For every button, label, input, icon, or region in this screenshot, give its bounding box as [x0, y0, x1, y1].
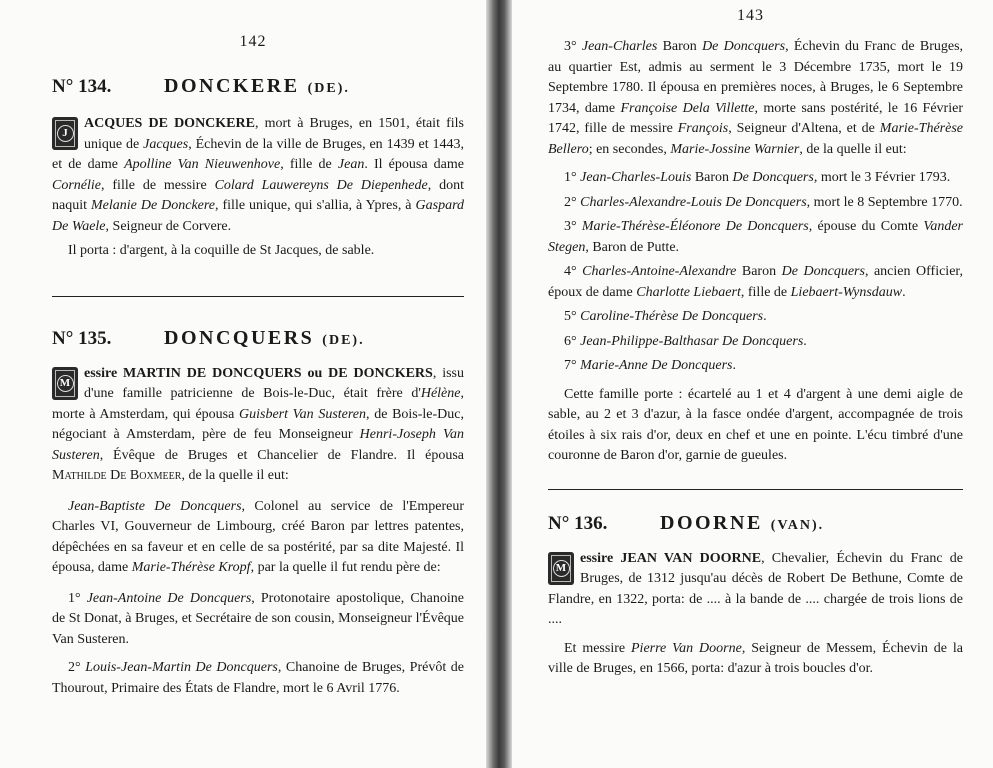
- entry-134-paragraph: J ACQUES DE DONCKERE, mort à Bruges, en 1501, était fils unique de Jacques, Échevin de la ville de Bruges, en 1439 et 1443, et de dame Apolline Van Nieuwenhove, fille de Jean. Il épousa dame Cornélie, fille de messire Colard Lauwereyns De Diepenhede, dont naquit Melanie De Donckere, fille unique, qui s'allia, à Ypres, à Gaspard De Waele, Seigneur de Corvere.: [52, 116, 465, 234]
- entry-number: N° 136.: [548, 512, 608, 534]
- entry-135-paragraph: M essire MARTIN DE DONCQUERS ou DE DONCKERS, issu d'une famille patricienne de Bois-le-Duc, était frère d'Hélène, morte à Amsterdam, qui épousa Guisbert Van Susteren, de Bois-le-Duc, négociant à Amsterdam, père de feu Monseigneur Henri-Joseph Van Susteren, Évêque de Bruges et Chancelier de Flandre. Il épousa Mathilde De Boxmeer, de la quelle il eut:: [52, 365, 465, 483]
- list-item: 3° Jean-Charles Baron De Doncquers, Échevin du Franc de Bruges, au quartier Est, admis au serment le 3 Décembre 1735, mort le 19 Septembre 1780. Il épousa en premières noces, à Bruges, le 6 Septembre 1734, dame Françoise Dela Villette, morte sans postérité, le 16 Février 1742, fille de messire François, Seigneur d'Altena, et de Marie-Thérèse Bellero; en secondes, Marie-Jossine Warnier, de la quelle il eut:: [548, 39, 964, 157]
- entry-heading-136: [548, 512, 963, 535]
- section-divider: [548, 489, 963, 490]
- entry-136-paragraph: M essire JEAN VAN DOORNE, Chevalier, Échevin du Franc de Bruges, de 1312 jusqu'au décès de Robert De Bethune, Comte de Flandre, en 1322, porta: de .... à la bande de .... chargée de trois lions de ....: [548, 550, 963, 627]
- list-item: 4° Charles-Antoine-Alexandre Baron De Doncquers, ancien Officier, époux de dame Charlotte Liebaert, fille de Liebaert-Wynsdauw.: [548, 264, 964, 300]
- entry-134-arms: Il porta : d'argent, à la coquille de St Jacques, de sable.: [68, 243, 375, 258]
- entry-name: DONCKERE: [164, 75, 300, 97]
- list-item: 7° Marie-Anne De Doncquers.: [564, 358, 737, 373]
- entry-name: DONCQUERS: [164, 326, 315, 349]
- right-page: [508, 0, 993, 768]
- list-item: 2° Louis-Jean-Martin De Doncquers, Chanoine de Bruges, Prévôt de Thourout, Primaire des États de Flandre, mort le 6 Avril 1776.: [52, 660, 465, 696]
- entry-suffix: (DE).: [322, 332, 365, 348]
- entry-suffix: (VAN).: [770, 517, 825, 533]
- list-item: 1° Jean-Charles-Louis Baron De Doncquers, mort le 3 Février 1793.: [564, 170, 951, 185]
- entry-name: DOORNE: [660, 511, 763, 534]
- list-item: 6° Jean-Philippe-Balthasar De Doncquers.: [564, 333, 807, 349]
- family-arms-paragraph: Cette famille porte : écartelé au 1 et 4 d'argent à une demi aigle de sable, au 2 et 3 d'azur, à la fasce ondée d'argent, accompagnée de trois étoiles à six rais d'or, deux en chef et une en pointe. L'écu timbré d'une couronne de Baron d'or, garnie de gueules.: [548, 386, 963, 463]
- entry-number: N° 135.: [52, 327, 112, 349]
- entry-heading-134: [52, 75, 464, 98]
- list-item: 2° Charles-Alexandre-Louis De Doncquers, mort le 8 Septembre 1770.: [564, 194, 963, 210]
- left-page: [0, 0, 490, 768]
- section-divider: [52, 296, 464, 297]
- list-item: 5° Caroline-Thérèse De Doncquers.: [564, 309, 767, 324]
- list-item: 3° Marie-Thérèse-Éléonore De Doncquers, épouse du Comte Vander Stegen, Baron de Putte.: [548, 219, 963, 255]
- entry-135-lineage: Jean-Baptiste De Doncquers, Colonel au service de l'Empereur Charles VI, Gouverneur de Limbourg, créé Baron par lettres patentes, dépêchées en sa faveur et en celle de sa postérité, par sa dite Majesté. Il épousa, dame Marie-Thérèse Kropf, par la quelle il fut rendu père de:: [52, 498, 465, 575]
- ornamental-initial-icon: M: [548, 552, 574, 585]
- list-item: 1° Jean-Antoine De Doncquers, Protonotaire apostolique, Chanoine de St Donat, à Bruges, et Secrétaire de son cousin, Monseigneur l'Évêque Van Susteren.: [52, 590, 464, 647]
- page-number: 143: [737, 7, 764, 24]
- entry-number: N° 134.: [52, 76, 112, 97]
- page-number: 142: [239, 33, 267, 50]
- entry-suffix: (DE).: [307, 81, 350, 96]
- entry-heading-135: [52, 327, 464, 350]
- ornamental-initial-icon: M: [52, 367, 78, 400]
- ornamental-initial-icon: J: [52, 117, 78, 150]
- entry-136-second-paragraph: Et messire Pierre Van Doorne, Seigneur de Messem, Échevin de la ville de Bruges, en 1566, porta: d'azur à trois boucles d'or.: [548, 640, 963, 676]
